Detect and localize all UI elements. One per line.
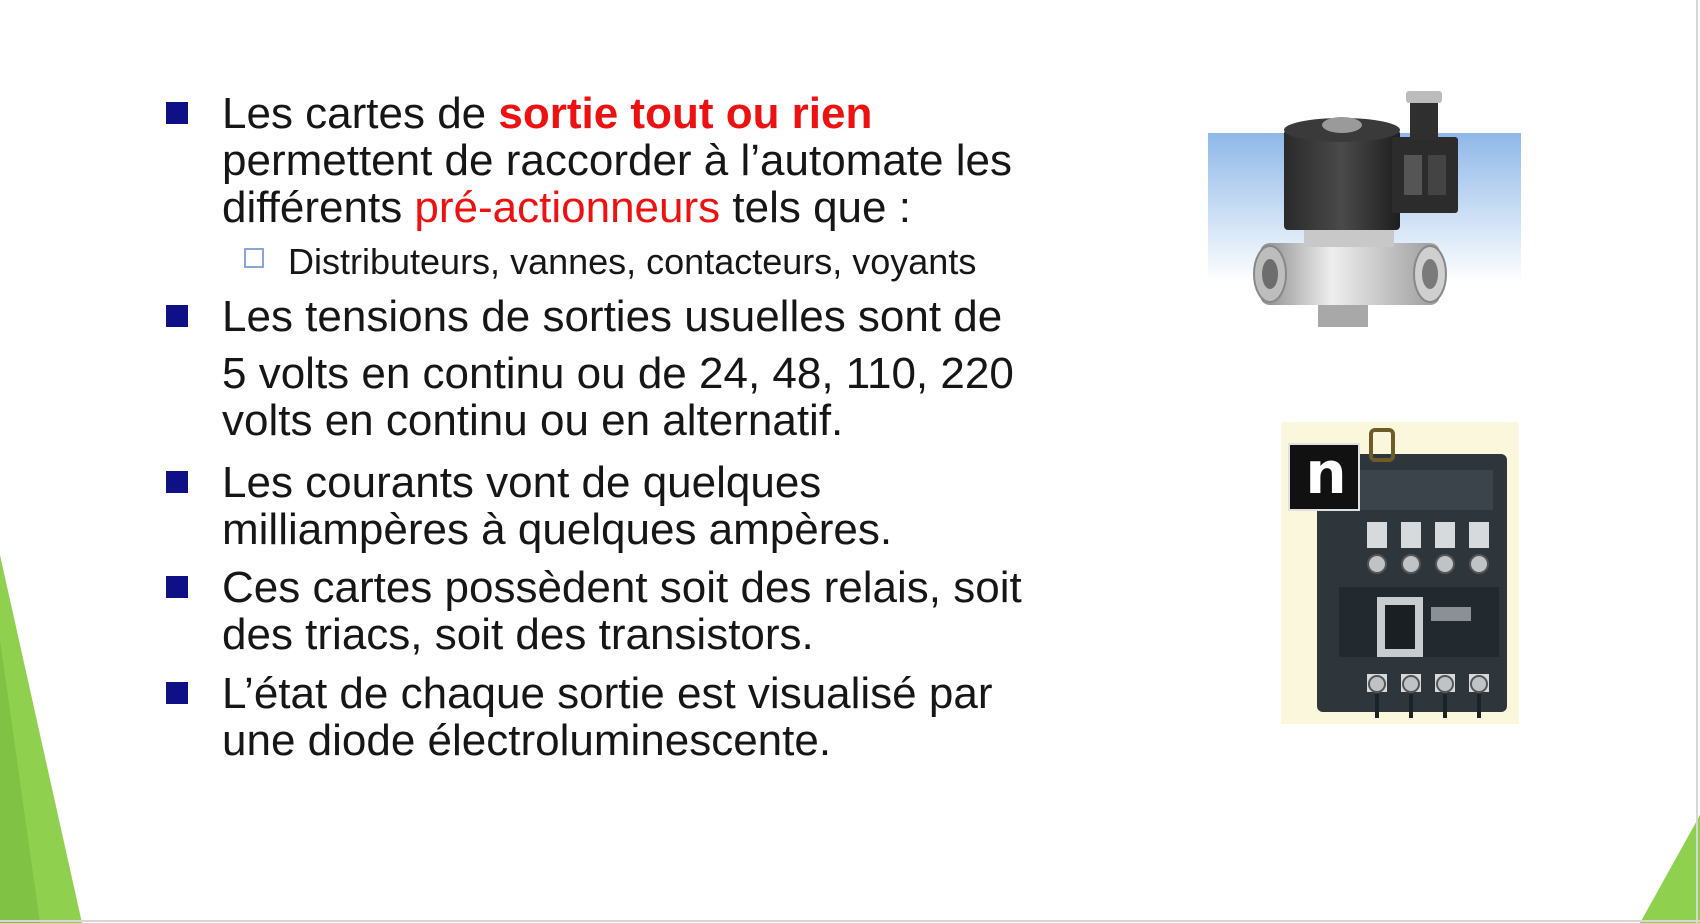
bullet-2-line-2: 5 volts en continu ou de 24, 48, 110, 220 <box>222 349 1014 398</box>
highlight-sortie-tout-ou-rien: sortie tout ou rien <box>498 89 873 138</box>
square-bullet-icon <box>166 576 188 598</box>
bullet-2-line-3: volts en continu ou en alternatif. <box>222 396 844 445</box>
contactor-image <box>1281 422 1519 724</box>
bullet-1-line-1: Les cartes de sortie tout ou rien <box>222 89 873 138</box>
bullet-5-line-1: L’état de chaque sortie est visualisé par <box>222 669 993 718</box>
bullet-4-line-2: des triacs, soit des transistors. <box>222 610 814 659</box>
sub-bullet-text: Distributeurs, vannes, contacteurs, voyants <box>288 241 977 282</box>
contactor-badge-letter: n <box>1305 439 1347 507</box>
highlight-pre-actionneurs: pré-actionneurs <box>414 183 721 232</box>
bullet-1-line-2: permettent de raccorder à l’automate les <box>222 136 1012 185</box>
bullet-1-line-3: différents pré-actionneurs tels que : <box>222 183 911 232</box>
bullet-3-line-2: milliampères à quelques ampères. <box>222 505 893 554</box>
square-bullet-icon <box>166 682 188 704</box>
bullet-2-line-1: Les tensions de sorties usuelles sont de <box>222 292 1003 341</box>
solenoid-valve-image <box>1208 85 1521 335</box>
square-bullet-icon <box>166 471 188 493</box>
hollow-square-bullet-icon <box>244 248 264 268</box>
bullet-3-line-1: Les courants vont de quelques <box>222 458 822 507</box>
square-bullet-icon <box>166 102 188 124</box>
bullet-5-line-2: une diode électroluminescente. <box>222 716 832 765</box>
square-bullet-icon <box>166 305 188 327</box>
bullet-4-line-1: Ces cartes possèdent soit des relais, soit <box>222 563 1022 612</box>
